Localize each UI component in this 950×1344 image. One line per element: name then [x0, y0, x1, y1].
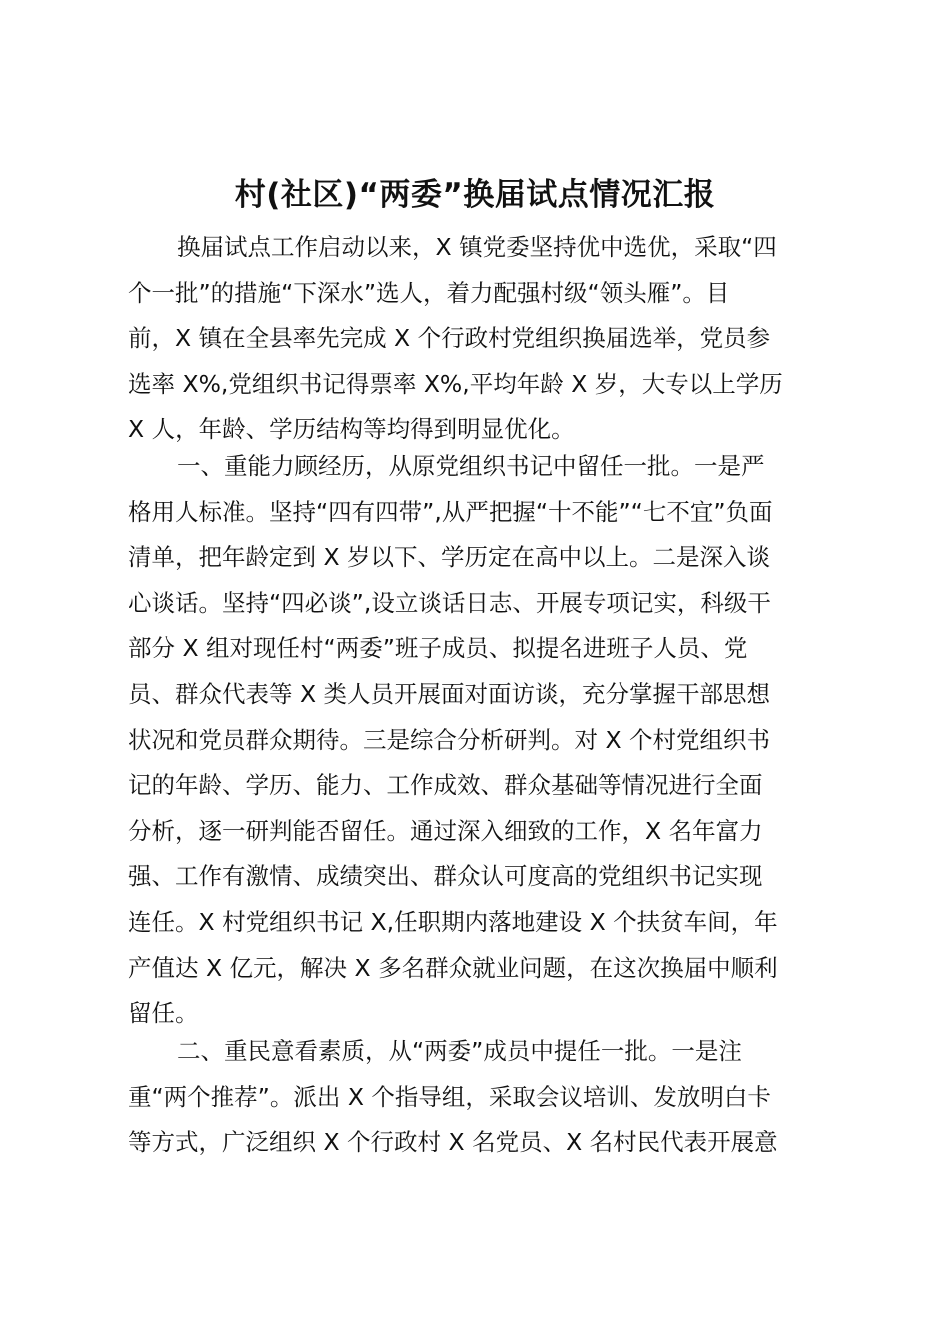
paragraph-section-two [128, 1029, 828, 1166]
text-line: 选率 X%,党组织书记得票率 X%,平均年龄 X 岁，大专以上学历 [128, 369, 783, 398]
text-line: 状况和党员群众期待。三是综合分析研判。对 X 个村党组织书 [128, 725, 771, 754]
text-line: 一、重能力顾经历，从原党组织书记中留任一批。一是严 [177, 452, 765, 480]
text-line: 二、重民意看素质，从“两委”成员中提任一批。一是注 [177, 1037, 742, 1065]
text-line: 清单，把年龄定到 X 岁以下、学历定在高中以上。二是深入谈 [128, 543, 771, 572]
text-line: 等方式，广泛组织 X 个行政村 X 名党员、X 名村民代表开展意 [128, 1128, 778, 1157]
text-line: 强、工作有激情、成绩突出、群众认可度高的党组织书记实现 [128, 862, 763, 891]
text-line: 产值达 X 亿元，解决 X 多名群众就业问题，在这次换届中顺利 [128, 953, 778, 982]
text-line: 个一批”的措施“下深水”选人，着力配强村级“领头雁”。目 [128, 278, 730, 307]
text-line: 分析，逐一研判能否留任。通过深入细致的工作，X 名年富力 [128, 816, 763, 845]
paragraph-intro [128, 225, 828, 453]
text-line: 格用人标准。坚持“四有四带”,从严把握“十不能”“七不宜”负面 [128, 497, 773, 526]
text-line: 前，X 镇在全县率先完成 X 个行政村党组织换届选举，党员参 [128, 324, 771, 353]
text-line: X 人，年龄、学历结构等均得到明显优化。 [128, 415, 575, 444]
text-line: 部分 X 组对现任村“两委”班子成员、拟提名进班子人员、党 [128, 634, 748, 663]
text-line: 员、群众代表等 X 类人员开展面对面访谈，充分掌握干部思想 [128, 679, 771, 708]
text-line: 留任。 [128, 999, 199, 1028]
text-line: 心谈话。坚持“四必谈”,设立谈话日志、开展专项记实，科级干 [128, 588, 771, 617]
paragraph-section-one [128, 444, 828, 1037]
text-line: 记的年龄、学历、能力、工作成效、群众基础等情况进行全面 [128, 771, 763, 800]
text-line: 连任。X 村党组织书记 X,任职期内落地建设 X 个扶贫车间，年 [128, 907, 778, 936]
text-line: 换届试点工作启动以来，X 镇党委坚持优中选优，采取“四 [177, 233, 777, 261]
text-line: 重“两个推荐”。派出 X 个指导组，采取会议培训、发放明白卡 [128, 1082, 771, 1111]
document-title: 村(社区)“两委”换届试点情况汇报 [234, 177, 716, 213]
